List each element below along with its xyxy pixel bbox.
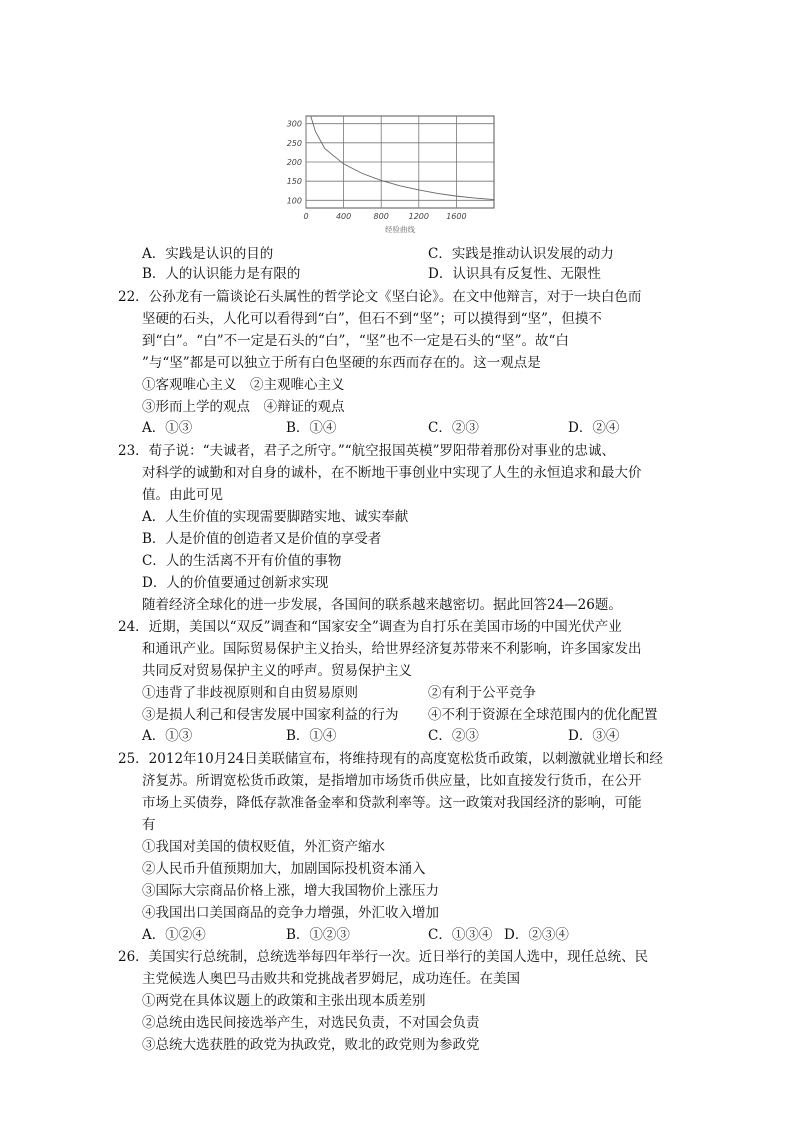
q25-stem-line: 市场上买债券，降低存款准备金率和贷款利率等。这一政策对我国经济的影响，可能: [142, 795, 642, 811]
q25-stem-line: 有: [142, 817, 156, 833]
q22-option-a: A．①③: [142, 420, 193, 436]
q24-option-d: D．③④: [568, 728, 620, 744]
x-tick-label: 800: [373, 212, 389, 221]
q22-stem-line: ”与“坚”都是可以独立于所有白色坚硬的东西而存在的。这一观点是: [142, 355, 541, 371]
q26-statement: ③总统大选获胜的政党为执政党，败北的政党则为参政党: [142, 1037, 480, 1053]
y-tick-label: 100: [286, 196, 302, 206]
y-tick-label: 300: [286, 119, 302, 129]
experience-curve-chart: [280, 108, 510, 240]
q24-option-c: C．②③: [428, 728, 479, 744]
q26-statement: ①两党在具体议题上的政策和主张出现本质差别: [142, 993, 426, 1009]
q23-option-d: D．人的价值要通过创新求实现: [142, 575, 329, 591]
q22-stem-line: 到“白”。“白”不一定是石头的“白”，“坚”也不一定是石头的“坚”。故“白: [142, 333, 569, 349]
x-tick-label: 1200: [408, 212, 429, 221]
q22-statement: ③形而上学的观点 ④辩证的观点: [142, 399, 345, 415]
q25-option-c: C．①③④: [428, 927, 493, 943]
q21-option-c: C．实践是推动认识发展的动力: [428, 246, 614, 262]
q22-option-b: B．①④: [286, 420, 337, 436]
q23-stem-line: 值。由此可见: [142, 487, 223, 503]
q24-stem-line: 和通讯产业。国际贸易保护主义抬头，给世界经济复苏带来不利影响，许多国家发出: [142, 641, 642, 657]
q24-statement-1: ①违背了非歧视原则和自由贸易原则: [142, 685, 358, 701]
q25-statement: ②人民币升值预期加大，加剧国际投机资本涌入: [142, 861, 426, 877]
q22-option-c: C．②③: [428, 420, 479, 436]
q22-statement: ①客观唯心主义 ②主观唯心主义: [142, 377, 345, 393]
q23-stem-line: 对科学的诚勤和对自身的诚朴，在不断地干事创业中实现了人生的永恒追求和最大价: [142, 465, 642, 481]
q25-option-b: B．①②③: [286, 927, 350, 943]
q24-option-b: B．①④: [286, 728, 337, 744]
q25-stem-line: 25．2012年10月24日美联储宣布，将维持现有的高度宽松货币政策，以刺激就业增长和经: [118, 751, 663, 767]
q26-statement: ②总统由选民间接选举产生，对选民负责，不对国会负责: [142, 1015, 480, 1031]
q23-stem-line: 23．荀子说：“夫诚者，君子之所守。”“航空报国英模”罗阳带着那份对事业的忠诚、: [118, 443, 616, 459]
y-tick-label: 150: [286, 177, 302, 187]
q25-statement: ③国际大宗商品价格上涨，增大我国物价上涨压力: [142, 883, 439, 899]
q25-option-a: A．①②④: [142, 927, 206, 943]
y-tick-label: 250: [286, 138, 302, 148]
q22-option-d: D．②④: [568, 420, 620, 436]
x-tick-label: 1600: [446, 212, 467, 221]
q21-option-b: B．人的认识能力是有限的: [142, 266, 301, 282]
chart-svg: [280, 108, 510, 240]
q23-option-c: C．人的生活离不开有价值的事物: [142, 553, 342, 569]
q26-stem-line: 主党候选人奥巴马击败共和党挑战者罗姆尼，成功连任。在美国: [142, 971, 520, 987]
q22-stem-line: 坚硬的石头，人化可以看得到“白”，但石不到“坚”；可以摸得到“坚”，但摸不: [142, 311, 602, 327]
q25-stem-line: 济复苏。所谓宽松货币政策，是指增加市场货币供应量，比如直接发行货币，在公开: [142, 773, 642, 789]
q21-option-d: D．认识具有反复性、无限性: [428, 266, 601, 282]
q25-option-d: D．②③④: [504, 927, 569, 943]
section-intro: 随着经济全球化的进一步发展，各国间的联系越来越密切。据此回答24—26题。: [142, 597, 622, 613]
q23-option-b: B．人是价值的创造者又是价值的享受者: [142, 531, 382, 547]
q26-stem-line: 26．美国实行总统制，总统选举每四年举行一次。近日举行的美国人选中，现任总统、民: [118, 949, 649, 965]
q22-stem-line: 22．公孙龙有一篇谈论石头属性的哲学论文《坚白论》。在文中他辩言，对于一块白色而: [118, 289, 642, 305]
q21-option-a: A．实践是认识的目的: [142, 246, 274, 262]
q24-statement-4: ④不利于资源在全球范围内的优化配置: [428, 707, 658, 723]
experience-curve-line: [311, 116, 494, 200]
x-tick-label: 400: [335, 212, 352, 221]
q25-statement: ①我国对美国的债权贬值，外汇资产缩水: [142, 839, 385, 855]
q23-option-a: A．人生价值的实现需要脚踏实地、诚实奉献: [142, 509, 409, 525]
q24-option-a: A．①③: [142, 728, 193, 744]
y-tick-label: 200: [286, 158, 302, 167]
x-axis-label: 经验曲线: [385, 225, 415, 234]
q25-statement: ④我国出口美国商品的竞争力增强，外汇收入增加: [142, 905, 439, 921]
q24-stem-line: 24．近期，美国以“双反”调查和“国家安全”调查为自打乐在美国市场的中国光伏产业: [118, 619, 622, 635]
q24-statement-2: ②有利于公平竞争: [428, 685, 536, 701]
x-tick-label: 0: [303, 212, 309, 221]
q24-stem-line: 共同反对贸易保护主义的呼声。贸易保护主义: [142, 663, 412, 679]
q24-statement-3: ③是损人利己和侵害发展中国家利益的行为: [142, 707, 399, 723]
